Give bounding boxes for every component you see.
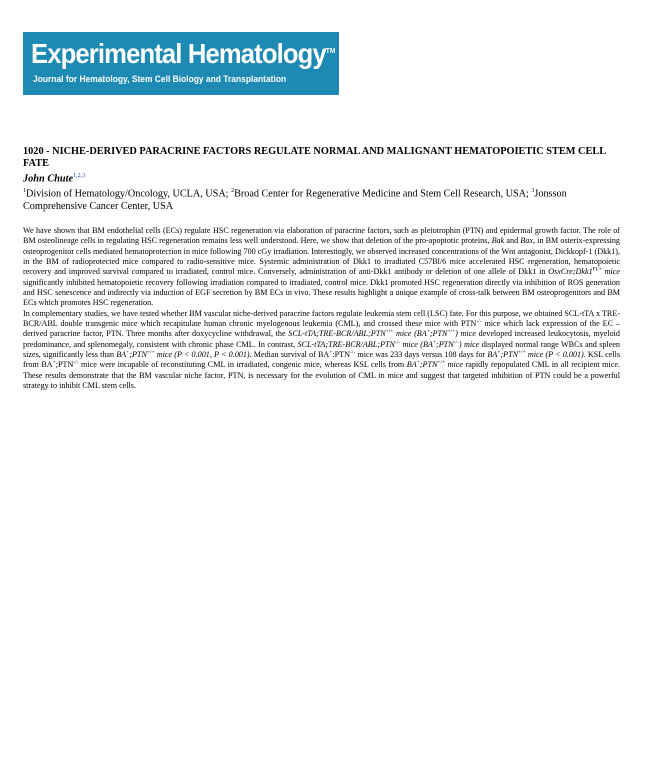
author-line	[23, 170, 620, 185]
affiliation-1: Division of Hematology/Oncology, UCLA, USA;	[26, 188, 232, 200]
abstract-paragraph-1: We have shown that BM endothelial cells (ECs) regulate HSC regeneration via elaboration of paracrine factors, such as pleiotrophin (PTN) and epidermal growth factor. The role of BM osteolineage cells in regulating HSC regeneration remains less well understood. Here, we show that deletion of the pro-apoptotic proteins, Bak and Bax, in BM osterix-expressing osteoprogenitor cells mediated hematoprotection in mice following 700 cGy irradiation. Interestingly, we observed increased concentrations of the Wnt antagonist, Dickkopf-1 (Dkk1), in the BM of radioprotected mice compared to radio-sensitive mice. Systemic administration of Dkk1 to irradiated C57Bl/6 mice accelerated HSC regeneration, hematopoietic recovery and improved survival compared to irradiated, control mice. Conversely, administration of anti-Dkk1 antibody or deletion of one allele of Dkk1 in $OsxCre;Dkk1^{Fl/+}$ mice significantly inhibited hematopoietic recovery following irradiation compared to irradiated, control mice. Dkk1 promoted HSC regeneration directly via inhibition of ROS generation and HSC senescence and indirectly via induction of EGF secretion by BM ECs in vivo. These results highlight a unique example of cross-talk between BM osteoprogenitors and BM ECs which promotes HSC regeneration.	[23, 225, 621, 308]
article-title: 1020 - NICHE-DERIVED PARACRINE FACTORS REGULATE NORMAL AND MALIGNANT HEMATOPOIETIC STEM CELL FATE	[23, 146, 606, 169]
abstract-paragraph-2: In complementary studies, we have tested whether BM vascular niche-derived paracrine factors regulate leukemia stem cell (LSC) fate. For this purpose, we obtained SCL-tTA x TRE-BCR/ABL double transgenic mice which recapitulate human chronic myelogenous leukemia (CML), and crossed these mice with PTN-/- mice which lack expression of the EC – derived paracrine factor, PTN. Three months after doxycycline withdrawal, the SCL-tTA;TRE-BCR/ABL;PTN+/+ mice (BA+;PTN+/+) mice developed increased leukocytosis, myeloid predominance, and splenomegaly, consistent with chronic phase CML. In contrast, SCL-tTA;TRE-BCR/ABL;PTN-/- mice (BA+;PTN-/-) mice displayed normal range WBCs and spleen sizes, significantly less than BA+;PTN+/+ mice (P < 0.001, P < 0.001). Median survival of BA+:PTN-/- mice was 233 days versus 108 days for BA+;PTN+/+ mice (P < 0.001). KSL cells from BA+;PTN-/- mice were incapable of reconstituting CML in irradiated, congenic mice, whereas KSL cells from BA+;PTN+/+ mice rapidly repopulated CML in all recipient mice. These results demonstrate that the BM vascular niche factor, PTN, is necessary for the evolution of CML in mice and suggest that targeted inhibition of PTN could be a powerful strategy to inhibit CML stem cells.	[23, 308, 620, 390]
author-name: John Chute	[23, 173, 74, 185]
journal-banner-logo	[23, 32, 339, 95]
affiliations: $^1$Division of Hematology/Oncology, UCLA, USA; $^2$Broad Center for Regenerative Medicine and Stem Cell Research, USA; $^3$Jonsson Comprehensive Cancer Center, USA	[23, 188, 567, 213]
trademark-symbol: TM	[325, 47, 336, 55]
article	[23, 146, 620, 391]
author-affiliation-links[interactable]: 1,2,3	[73, 173, 86, 179]
journal-name: Experimental Hematology™	[31, 38, 336, 69]
abstract	[23, 226, 620, 392]
affiliation-3: Jonsson Comprehensive Cancer Center, USA	[23, 188, 567, 213]
journal-tagline: Journal for Hematology, Stem Cell Biology and Transplantation	[33, 74, 287, 85]
affiliation-2: Broad Center for Regenerative Medicine and Stem Cell Research, USA;	[234, 188, 532, 200]
